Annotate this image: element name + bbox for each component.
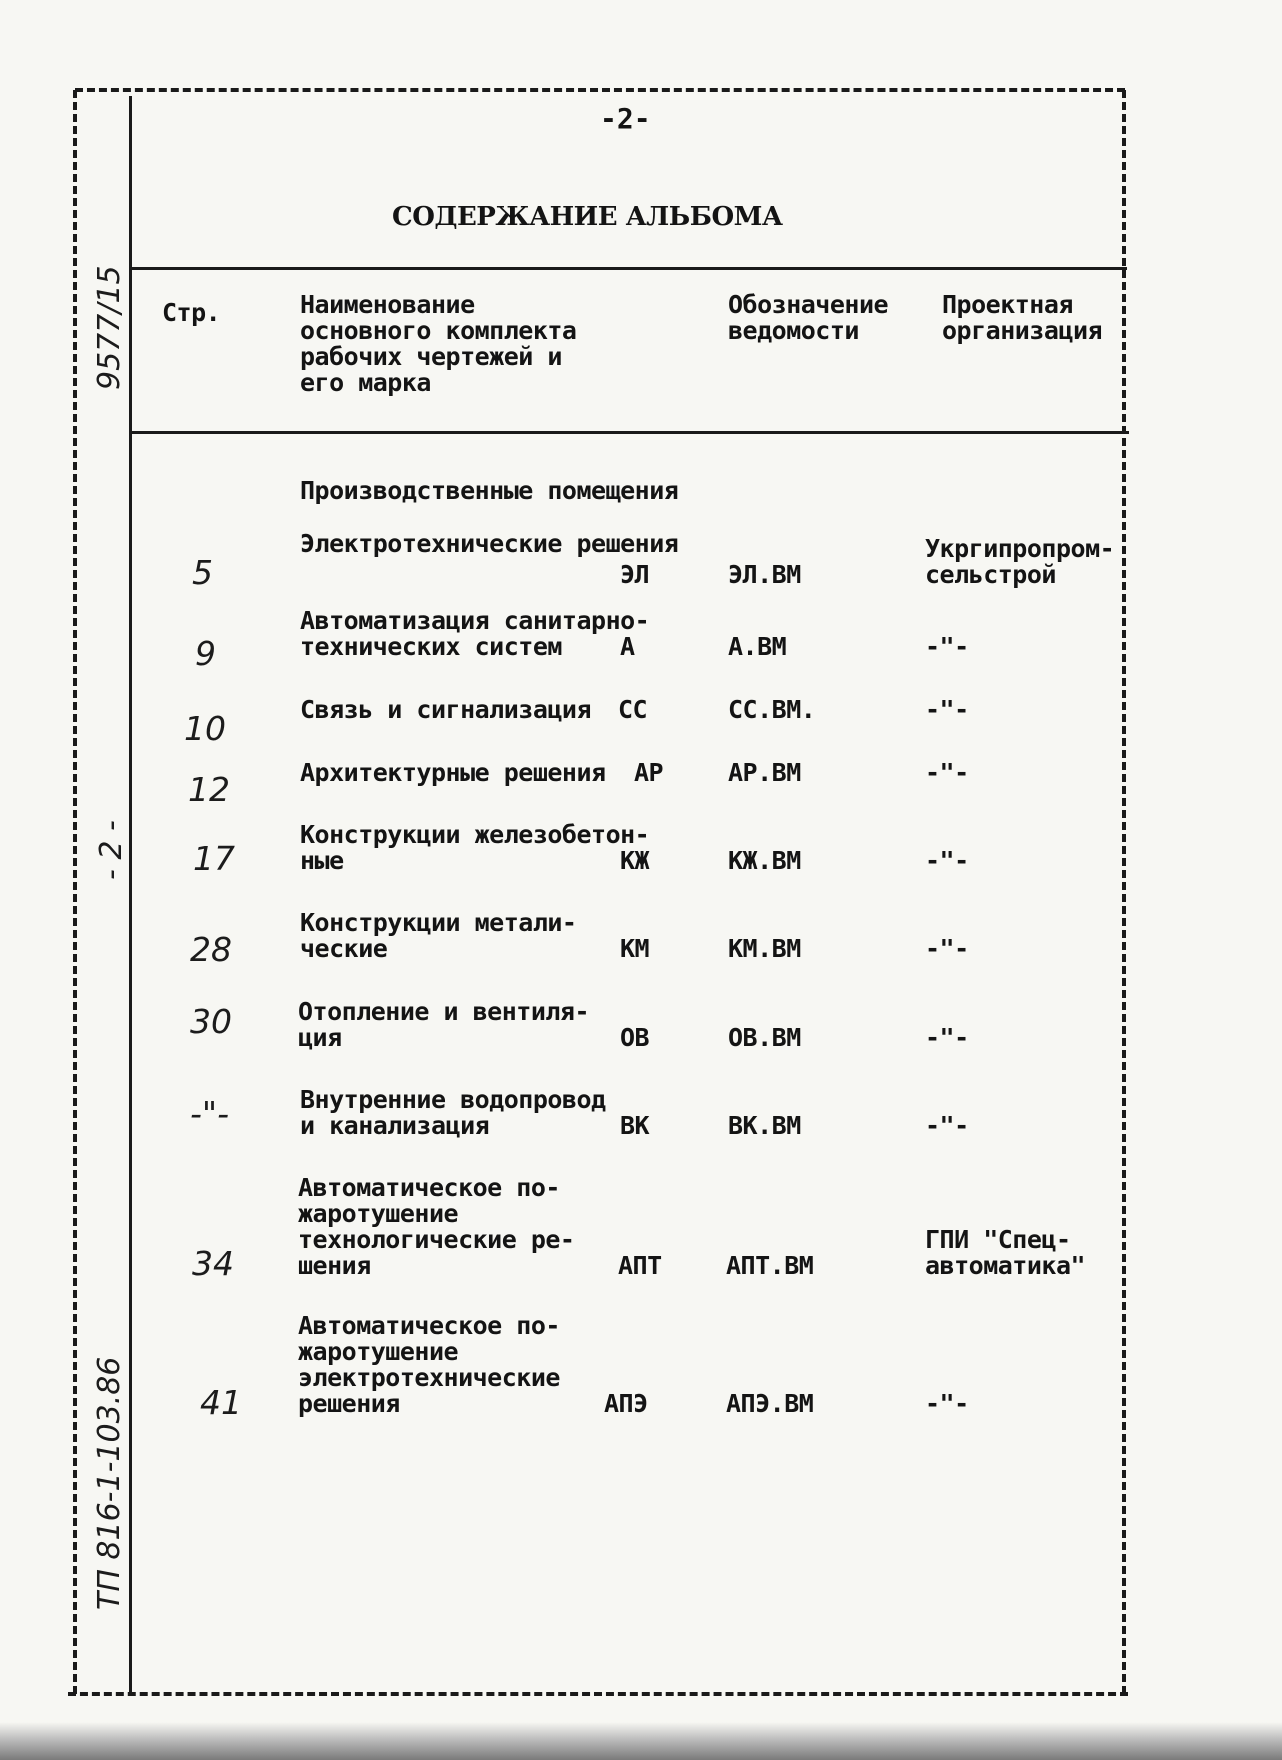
row-name: Связь и сигнализация [300,695,592,724]
row-designation: АР.ВМ [728,758,801,787]
row-page: 9 [195,634,216,673]
header-top-rule [131,267,1127,270]
row-mark: АПЭ [604,1389,648,1418]
archive-number: 9577/15 [92,265,127,390]
scan-edge-shadow [0,1722,1282,1760]
row-page: 10 [184,709,226,748]
row-mark: ВК [620,1111,650,1140]
column-header-designation: Обозначение ведомости [728,290,889,345]
row-mark: СС [618,695,648,724]
row-mark: А [620,632,635,661]
row-mark: ЭЛ [620,560,650,589]
frame-outer-left-border [73,90,77,1694]
row-designation: КЖ.ВМ [728,846,801,875]
sheet-marker: - 2 - [94,820,129,880]
header-bottom-rule [131,431,1129,434]
row-name: Автоматизация санитарно- технических систем [300,606,650,661]
row-organization: -"- [925,934,969,963]
row-organization: -"- [925,758,969,787]
page-title: СОДЕРЖАНИЕ АЛЬБОМА [392,202,783,232]
row-organization: -"- [925,695,969,724]
row-mark: ОВ [620,1023,650,1052]
row-designation: ВК.ВМ [728,1111,801,1140]
frame-top-border [75,88,1125,92]
row-designation: СС.ВМ. [728,695,816,724]
row-page: 17 [193,839,235,878]
row-designation: КМ.ВМ [728,934,801,963]
row-mark: АР [634,758,664,787]
frame-inner-left-border [129,96,132,1696]
column-header-page: Стр. [162,298,221,327]
row-page: 41 [200,1383,242,1422]
row-name: Конструкции железобетон- ные [300,820,650,875]
row-designation: А.ВМ [728,632,787,661]
row-mark: АПТ [618,1251,662,1280]
row-name: Автоматическое по- жаротушение технологические ре- шения [298,1173,575,1280]
row-name: Электротехнические решения [300,529,679,558]
row-name: Архитектурные решения [300,758,606,787]
row-page: 12 [188,770,230,809]
row-mark: КМ [620,934,650,963]
row-organization: -"- [925,846,969,875]
row-designation: АПЭ.ВМ [726,1389,814,1418]
row-page: 30 [190,1002,232,1041]
page-number: -2- [600,102,651,135]
column-header-organization: Проектная организация [942,290,1103,345]
row-name: Конструкции метали- ческие [300,908,577,963]
row-organization: Укргипропром- сельстрой [925,534,1115,589]
row-organization: -"- [925,1111,969,1140]
row-page: 5 [192,553,213,592]
row-designation: АПТ.ВМ [726,1251,814,1280]
row-name: Автоматическое по- жаротушение электротехнические решения [298,1311,560,1418]
column-header-name: Наименование основного комплекта рабочих чертежей и его марка [300,290,577,397]
row-page: 34 [192,1244,234,1283]
frame-bottom-border [68,1692,1128,1696]
row-organization: -"- [925,632,969,661]
row-organization: -"- [925,1023,969,1052]
section-heading: Производственные помещения [300,476,679,505]
row-designation: ОВ.ВМ [728,1023,801,1052]
row-designation: ЭЛ.ВМ [728,560,801,589]
frame-right-border [1122,90,1126,1694]
row-organization: -"- [925,1389,969,1418]
row-name: Отопление и вентиля- ция [298,997,590,1052]
row-page: -"- [190,1094,229,1133]
row-mark: КЖ [620,846,650,875]
document-code: ТП 816-1-103.86 [92,1356,127,1610]
row-name: Внутренние водопровод и канализация [300,1085,606,1140]
row-page: 28 [190,930,232,969]
row-organization: ГПИ "Спец- автоматика" [925,1225,1086,1280]
